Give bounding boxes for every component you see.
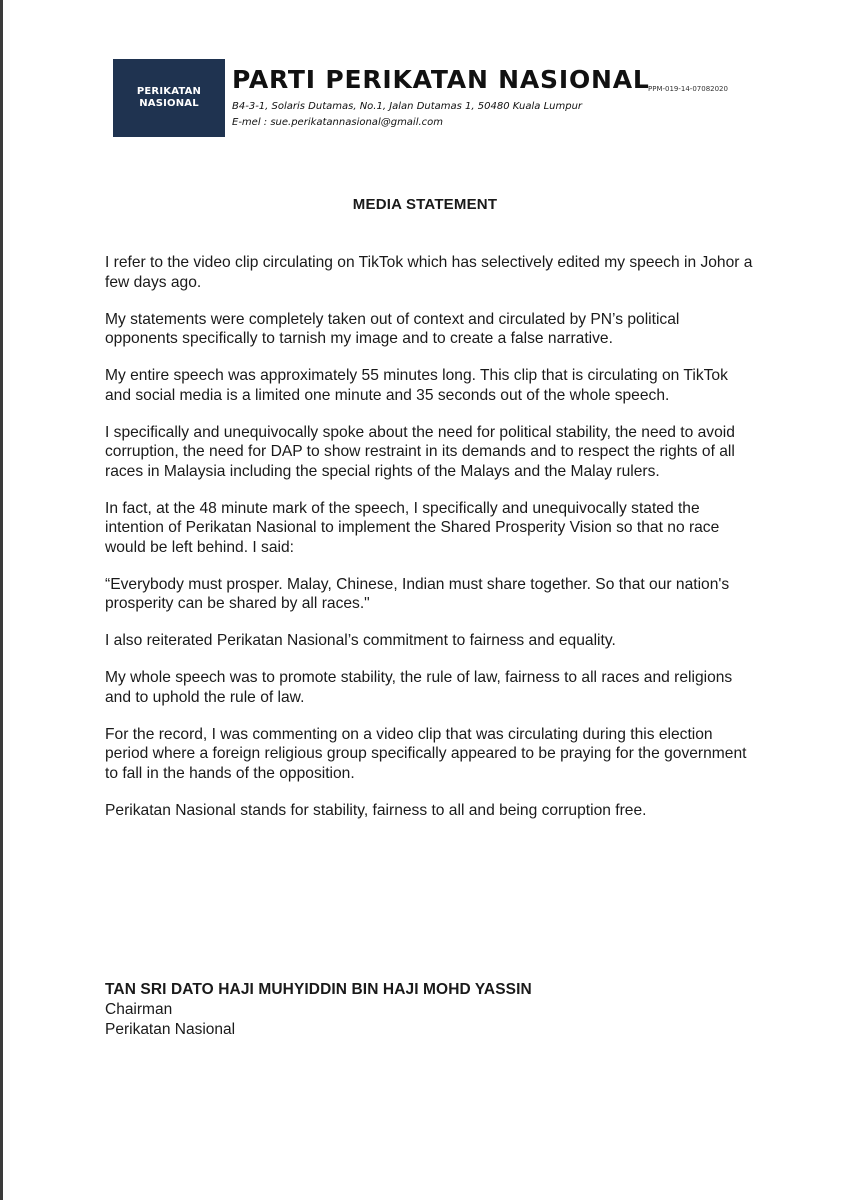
paragraph: I also reiterated Perikatan Nasional’s commitment to fairness and equality. <box>105 632 616 649</box>
signatory-position: Chairman <box>105 1001 173 1018</box>
logo-text-line2: NASIONAL <box>139 98 199 109</box>
paragraph: My statements were completely taken out of context and circulated by PN’s political opponents specifically to tarnish my image and to create a false narrative. <box>105 310 680 347</box>
page-edge-shadow <box>0 0 3 1200</box>
signature-block <box>105 980 532 1040</box>
paragraph: I specifically and unequivocally spoke about the need for political stability, the need to avoid corruption, the need for DAP to show restraint in its demands and to respect the rights of all races in Malaysia including the special rights of the Malays and the Malay rulers. <box>105 423 735 480</box>
document-title: MEDIA STATEMENT <box>352 196 498 213</box>
signatory-name: TAN SRI DATO HAJI MUHYIDDIN BIN HAJI MOHD YASSIN <box>105 981 532 998</box>
party-name: PARTI PERIKATAN NASIONAL <box>232 65 650 94</box>
signatory-organization: Perikatan Nasional <box>105 1021 236 1038</box>
paragraph: In fact, at the 48 minute mark of the speech, I specifically and unequivocally stated the intention of Perikatan Nasional to implement the Shared Prosperity Vision so that no race would be left behind. I said: <box>105 499 720 556</box>
logo-text-line1: PERIKATAN <box>136 86 202 97</box>
registration-number: PPM-019-14-07082020 <box>648 85 728 93</box>
party-logo <box>113 59 225 137</box>
letterhead <box>113 59 753 137</box>
statement-body <box>105 253 755 838</box>
party-email: E-mel : sue.perikatannasional@gmail.com <box>232 117 444 128</box>
paragraph: My whole speech was to promote stability, the rule of law, fairness to all races and religions and to uphold the rule of law. <box>105 669 733 706</box>
paragraph: Perikatan Nasional stands for stability, fairness to all and being corruption free. <box>105 801 647 819</box>
paragraph: For the record, I was commenting on a video clip that was circulating during this election period where a foreign religious group specifically appeared to be praying for the government to fall in the hands of the opposition. <box>105 725 747 782</box>
paragraph: I refer to the video clip circulating on TikTok which has selectively edited my speech in Johor a few days ago. <box>105 254 753 291</box>
quote-paragraph: “Everybody must prosper. Malay, Chinese, Indian must share together. So that our nation's prosperity can be shared by all races." <box>105 575 730 612</box>
party-address: B4-3-1, Solaris Dutamas, No.1, Jalan Dutamas 1, 50480 Kuala Lumpur <box>232 101 583 112</box>
paragraph: My entire speech was approximately 55 minutes long. This clip that is circulating on TikTok and social media is a limited one minute and 35 seconds out of the whole speech. <box>105 367 728 404</box>
